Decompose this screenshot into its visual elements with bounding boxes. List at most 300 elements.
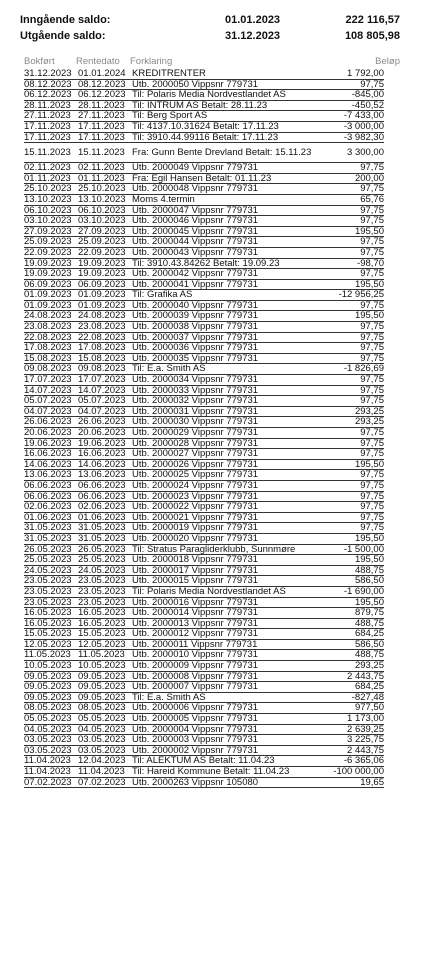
table-row xyxy=(24,576,384,587)
table-row xyxy=(24,756,384,767)
cell-value-date: 06.06.2023 xyxy=(78,491,126,502)
cell-booked: 23.05.2023 xyxy=(24,597,72,608)
cell-booked: 16.05.2023 xyxy=(24,608,72,619)
table-row xyxy=(24,439,384,450)
cell-value-date: 23.05.2023 xyxy=(78,597,126,608)
table-row xyxy=(24,322,384,333)
cell-value-date: 26.06.2023 xyxy=(78,417,126,428)
cell-amount: 2 443,75 xyxy=(347,671,384,682)
cell-description: Utb. 2000034 Vippsnr 779731 xyxy=(132,375,259,385)
cell-description: Utb. 2000028 Vippsnr 779731 xyxy=(132,438,259,449)
cell-amount: 97,75 xyxy=(360,216,384,227)
cell-booked: 22.08.2023 xyxy=(24,332,72,343)
cell-amount: 97,75 xyxy=(360,332,384,343)
cell-booked: 09.05.2023 xyxy=(24,671,72,682)
table-row xyxy=(24,650,384,661)
cell-value-date: 04.05.2023 xyxy=(78,724,126,735)
cell-amount: 195,50 xyxy=(354,279,384,290)
cell-booked: 15.05.2023 xyxy=(24,629,72,640)
cell-booked: 09.05.2023 xyxy=(24,682,72,693)
cell-booked: 09.05.2023 xyxy=(24,692,72,703)
cell-amount: 97,75 xyxy=(360,438,384,449)
cell-value-date: 19.09.2023 xyxy=(78,258,126,269)
table-row xyxy=(24,216,384,227)
cell-description: Utb. 2000027 Vippsnr 779731 xyxy=(132,449,259,459)
cell-value-date: 03.05.2023 xyxy=(78,735,126,746)
cell-value-date: 01.09.2023 xyxy=(78,300,126,311)
cell-amount: 97,75 xyxy=(360,523,384,534)
cell-value-date: 16.05.2023 xyxy=(78,618,126,629)
cell-description: Utb. 2000023 Vippsnr 779731 xyxy=(132,491,259,502)
cell-amount: 3 300,00 xyxy=(347,146,384,158)
cell-amount: 2 443,75 xyxy=(347,745,384,756)
cell-amount: 195,50 xyxy=(354,459,384,470)
cell-value-date: 22.08.2023 xyxy=(78,332,126,343)
cell-booked: 03.10.2023 xyxy=(24,216,72,227)
cell-amount: 586,50 xyxy=(354,576,384,587)
cell-booked: 27.09.2023 xyxy=(24,226,72,237)
cell-amount: 488,75 xyxy=(354,565,384,576)
table-row xyxy=(24,598,384,609)
cell-amount: 2 639,25 xyxy=(347,724,384,735)
cell-description: Utb. 2000050 Vippsnr 779731 xyxy=(132,79,259,90)
cell-booked: 14.07.2023 xyxy=(24,385,72,396)
cell-description: Fra: Egil Hansen Betalt: 01.11.23 xyxy=(132,173,272,184)
cell-description: Utb. 2000048 Vippsnr 779731 xyxy=(132,184,259,194)
cell-amount: 97,75 xyxy=(360,322,384,333)
cell-amount: 977,50 xyxy=(354,703,384,714)
cell-amount: -100 000,00 xyxy=(333,767,384,777)
cell-description: Til: ALEKTUM AS Betalt: 11.04.23 xyxy=(132,756,275,766)
cell-description: Utb. 2000047 Vippsnr 779731 xyxy=(132,205,259,216)
cell-booked: 24.05.2023 xyxy=(24,565,72,576)
cell-value-date: 27.11.2023 xyxy=(78,111,125,122)
table-row xyxy=(24,269,384,280)
cell-value-date: 19.06.2023 xyxy=(78,438,126,449)
balance-summary xyxy=(20,12,400,44)
cell-value-date: 01.06.2023 xyxy=(78,512,126,523)
table-row xyxy=(24,492,384,503)
cell-value-date: 25.05.2023 xyxy=(78,555,126,566)
cell-description: Utb. 2000005 Vippsnr 779731 xyxy=(132,714,259,724)
table-row xyxy=(24,301,384,312)
cell-amount: 1 792,00 xyxy=(347,69,384,79)
cell-amount: 97,75 xyxy=(360,343,384,354)
cell-description: Utb. 2000263 Vippsnr 105080 xyxy=(132,777,259,788)
cell-value-date: 16.05.2023 xyxy=(78,608,126,619)
table-row xyxy=(24,714,384,725)
cell-booked: 15.11.2023 xyxy=(24,146,71,158)
cell-amount: -3 000,00 xyxy=(343,121,384,132)
cell-description: Utb. 2000038 Vippsnr 779731 xyxy=(132,322,259,332)
table-row xyxy=(24,259,384,270)
cell-description: Utb. 2000010 Vippsnr 779731 xyxy=(132,650,259,661)
cell-description: Utb. 2000003 Vippsnr 779731 xyxy=(132,735,259,745)
cell-description: Utb. 2000004 Vippsnr 779731 xyxy=(132,724,259,735)
table-row xyxy=(24,237,384,248)
cell-amount: 586,50 xyxy=(354,639,384,650)
cell-description: Utb. 2000025 Vippsnr 779731 xyxy=(132,470,259,480)
cell-value-date: 17.07.2023 xyxy=(78,375,126,386)
cell-booked: 28.11.2023 xyxy=(24,100,71,111)
table-row xyxy=(24,343,384,354)
cell-description: Til: E.a. Smith AS xyxy=(132,364,206,375)
opening-balance-label: Inngående saldo: xyxy=(20,14,111,26)
cell-amount: -1 690,00 xyxy=(343,586,384,597)
closing-balance-date: 31.12.2023 xyxy=(225,30,281,42)
cell-description: Til: 4137.10.31624 Betalt: 17.11.23 xyxy=(132,121,279,132)
cell-value-date: 13.10.2023 xyxy=(78,194,126,205)
cell-value-date: 02.06.2023 xyxy=(78,502,126,513)
cell-value-date: 06.06.2023 xyxy=(78,480,126,491)
table-row xyxy=(24,248,384,259)
table-row xyxy=(24,80,384,91)
cell-description: Til: Hareid Kommune Betalt: 11.04.23 xyxy=(132,767,290,777)
cell-booked: 07.02.2023 xyxy=(24,777,72,788)
cell-value-date: 23.05.2023 xyxy=(78,576,126,587)
table-row xyxy=(24,227,384,238)
cell-booked: 01.11.2023 xyxy=(24,173,71,184)
cell-description: Utb. 2000045 Vippsnr 779731 xyxy=(132,226,259,237)
cell-amount: -98,70 xyxy=(357,258,384,269)
cell-amount: 97,75 xyxy=(360,163,384,174)
cell-booked: 25.10.2023 xyxy=(24,184,72,195)
cell-booked: 19.09.2023 xyxy=(24,258,72,269)
cell-value-date: 17.11.2023 xyxy=(78,132,125,143)
cell-value-date: 13.06.2023 xyxy=(78,470,126,481)
cell-amount: 97,75 xyxy=(360,491,384,502)
cell-description: Utb. 2000013 Vippsnr 779731 xyxy=(132,618,259,629)
cell-value-date: 25.10.2023 xyxy=(78,184,126,195)
table-row xyxy=(24,640,384,651)
cell-amount: 488,75 xyxy=(354,618,384,629)
table-row xyxy=(24,122,384,133)
table-row xyxy=(24,449,384,460)
cell-amount: -827,48 xyxy=(351,692,384,703)
table-row xyxy=(24,333,384,344)
cell-booked: 20.06.2023 xyxy=(24,428,72,438)
cell-amount: -3 982,30 xyxy=(343,132,384,143)
table-row xyxy=(24,396,384,407)
cell-amount: 97,75 xyxy=(360,449,384,460)
table-row xyxy=(24,608,384,619)
cell-value-date: 17.11.2023 xyxy=(78,121,125,132)
closing-balance-row xyxy=(20,28,400,44)
cell-value-date: 19.09.2023 xyxy=(78,269,126,280)
cell-booked: 25.05.2023 xyxy=(24,555,72,566)
cell-booked: 16.05.2023 xyxy=(24,618,72,629)
cell-value-date: 26.05.2023 xyxy=(78,544,126,555)
table-row xyxy=(24,513,384,524)
closing-balance-label: Utgående saldo: xyxy=(20,30,106,42)
cell-description: Utb. 2000014 Vippsnr 779731 xyxy=(132,608,259,618)
cell-description: Utb. 2000035 Vippsnr 779731 xyxy=(132,353,259,364)
table-row xyxy=(24,619,384,630)
cell-booked: 15.08.2023 xyxy=(24,353,72,364)
table-row xyxy=(24,566,384,577)
cell-amount: -7 433,00 xyxy=(343,111,384,122)
cell-amount: 97,75 xyxy=(360,428,384,438)
cell-description: Utb. 2000016 Vippsnr 779731 xyxy=(132,597,259,608)
cell-amount: 293,25 xyxy=(354,661,384,672)
transaction-table xyxy=(24,69,384,788)
cell-booked: 24.08.2023 xyxy=(24,311,72,322)
cell-booked: 05.05.2023 xyxy=(24,714,72,725)
cell-amount: 97,75 xyxy=(360,269,384,280)
header-description: Forklaring xyxy=(130,56,173,67)
closing-balance-amount: 108 805,98 xyxy=(344,30,400,42)
table-row xyxy=(24,174,384,185)
header-value-date: Rentedato xyxy=(76,56,120,67)
cell-booked: 01.09.2023 xyxy=(24,300,72,311)
cell-booked: 11.04.2023 xyxy=(24,767,71,777)
table-row xyxy=(24,682,384,693)
cell-booked: 10.05.2023 xyxy=(24,661,72,672)
table-row xyxy=(24,735,384,746)
cell-booked: 17.07.2023 xyxy=(24,375,72,386)
cell-description: KREDITRENTER xyxy=(132,69,206,79)
cell-value-date: 01.11.2023 xyxy=(78,173,125,184)
table-row xyxy=(24,417,384,428)
table-row xyxy=(24,407,384,418)
cell-value-date: 12.05.2023 xyxy=(78,639,126,650)
cell-booked: 25.09.2023 xyxy=(24,237,72,248)
cell-value-date: 31.05.2023 xyxy=(78,533,126,544)
table-row xyxy=(24,693,384,704)
cell-booked: 03.05.2023 xyxy=(24,745,72,756)
cell-description: Utb. 2000040 Vippsnr 779731 xyxy=(132,300,259,311)
opening-balance-amount: 222 116,57 xyxy=(345,14,400,26)
cell-value-date: 04.07.2023 xyxy=(78,406,126,417)
cell-value-date: 14.06.2023 xyxy=(78,459,126,470)
cell-value-date: 25.09.2023 xyxy=(78,237,126,248)
cell-description: Utb. 2000022 Vippsnr 779731 xyxy=(132,502,259,512)
cell-description: Til: Berg Sport AS xyxy=(132,111,208,121)
cell-amount: 97,75 xyxy=(360,396,384,407)
cell-booked: 22.09.2023 xyxy=(24,247,72,258)
cell-value-date: 28.11.2023 xyxy=(78,100,125,111)
cell-amount: 97,75 xyxy=(360,237,384,248)
cell-description: Utb. 2000018 Vippsnr 779731 xyxy=(132,555,259,565)
cell-amount: 1 173,00 xyxy=(347,714,384,725)
cell-description: Til: 3910.44.99116 Betalt: 17.11.23 xyxy=(132,132,279,143)
cell-description: Utb. 2000031 Vippsnr 779731 xyxy=(132,406,259,417)
cell-description: Til: 3910.43.84262 Betalt: 19.09.23 xyxy=(132,258,280,269)
cell-value-date: 11.04.2023 xyxy=(78,767,125,777)
cell-description: Utb. 2000006 Vippsnr 779731 xyxy=(132,703,259,714)
cell-booked: 05.07.2023 xyxy=(24,396,72,407)
cell-description: Utb. 2000033 Vippsnr 779731 xyxy=(132,385,259,396)
cell-description: Utb. 2000037 Vippsnr 779731 xyxy=(132,332,259,343)
cell-value-date: 14.07.2023 xyxy=(78,385,126,396)
cell-booked: 11.04.2023 xyxy=(24,756,71,767)
table-row xyxy=(24,143,384,163)
table-row xyxy=(24,672,384,683)
cell-amount: 97,75 xyxy=(360,480,384,491)
cell-description: Utb. 2000041 Vippsnr 779731 xyxy=(132,279,259,290)
cell-description: Utb. 2000024 Vippsnr 779731 xyxy=(132,480,259,491)
cell-description: Til: E.a. Smith AS xyxy=(132,692,206,703)
cell-booked: 23.05.2023 xyxy=(24,586,72,597)
cell-amount: 97,75 xyxy=(360,385,384,396)
table-row xyxy=(24,195,384,206)
cell-amount: 684,25 xyxy=(354,629,384,640)
cell-amount: 488,75 xyxy=(354,650,384,661)
cell-description: Utb. 2000009 Vippsnr 779731 xyxy=(132,661,259,671)
opening-balance-date: 01.01.2023 xyxy=(225,14,281,26)
cell-description: Utb. 2000021 Vippsnr 779731 xyxy=(132,512,259,523)
cell-description: Utb. 2000015 Vippsnr 779731 xyxy=(132,576,259,586)
cell-amount: 97,75 xyxy=(360,502,384,513)
cell-value-date: 01.01.2024 xyxy=(78,69,126,79)
table-row xyxy=(24,163,384,174)
cell-booked: 02.06.2023 xyxy=(24,502,72,513)
cell-value-date: 06.09.2023 xyxy=(78,279,126,290)
table-row xyxy=(24,460,384,471)
cell-amount: 200,00 xyxy=(354,173,384,184)
table-row xyxy=(24,375,384,386)
cell-description: Utb. 2000046 Vippsnr 779731 xyxy=(132,216,259,226)
cell-amount: 65,76 xyxy=(360,194,384,205)
cell-description: Utb. 2000017 Vippsnr 779731 xyxy=(132,565,259,576)
cell-booked: 13.06.2023 xyxy=(24,470,72,481)
cell-amount: 97,75 xyxy=(360,353,384,364)
cell-description: Utb. 2000012 Vippsnr 779731 xyxy=(132,629,259,639)
cell-booked: 17.11.2023 xyxy=(24,121,71,132)
table-row xyxy=(24,725,384,736)
table-row xyxy=(24,354,384,365)
cell-booked: 31.05.2023 xyxy=(24,533,72,544)
cell-description: Utb. 2000008 Vippsnr 779731 xyxy=(132,671,259,682)
cell-description: Utb. 2000020 Vippsnr 779731 xyxy=(132,533,259,544)
cell-value-date: 10.05.2023 xyxy=(78,661,126,672)
cell-booked: 23.05.2023 xyxy=(24,576,72,587)
cell-value-date: 07.02.2023 xyxy=(78,777,126,788)
table-row xyxy=(24,184,384,195)
cell-amount: 97,75 xyxy=(360,247,384,258)
cell-booked: 31.05.2023 xyxy=(24,523,72,534)
cell-amount: -6 365,06 xyxy=(343,756,384,767)
cell-value-date: 06.10.2023 xyxy=(78,205,126,216)
cell-booked: 06.10.2023 xyxy=(24,205,72,216)
cell-booked: 06.06.2023 xyxy=(24,491,72,502)
cell-description: Til: Polaris Media Nordvestlandet AS xyxy=(132,586,286,597)
table-row xyxy=(24,69,384,80)
cell-booked: 11.05.2023 xyxy=(24,650,71,661)
cell-value-date: 15.05.2023 xyxy=(78,629,126,640)
cell-description: Til: INTRUM AS Betalt: 28.11.23 xyxy=(132,100,268,111)
cell-description: Utb. 2000007 Vippsnr 779731 xyxy=(132,682,259,692)
cell-booked: 17.11.2023 xyxy=(24,132,71,143)
cell-value-date: 15.11.2023 xyxy=(78,146,125,158)
table-row xyxy=(24,502,384,513)
cell-amount: 97,75 xyxy=(360,205,384,216)
cell-booked: 27.11.2023 xyxy=(24,111,71,122)
cell-description: Utb. 2000019 Vippsnr 779731 xyxy=(132,523,259,533)
cell-amount: -12 956,25 xyxy=(338,290,384,301)
table-row xyxy=(24,481,384,492)
cell-value-date: 06.12.2023 xyxy=(78,90,126,101)
table-row xyxy=(24,778,384,789)
cell-amount: -1 826,69 xyxy=(343,364,384,375)
cell-booked: 26.05.2023 xyxy=(24,544,72,555)
cell-description: Til: Polaris Media Nordvestlandet AS xyxy=(132,90,286,100)
cell-value-date: 02.11.2023 xyxy=(78,163,125,174)
cell-description: Fra: Gunn Bente Drevland Betalt: 15.11.23 xyxy=(132,146,312,158)
cell-amount: 293,25 xyxy=(354,417,384,428)
cell-booked: 01.09.2023 xyxy=(24,290,72,301)
table-row xyxy=(24,703,384,714)
cell-description: Utb. 2000042 Vippsnr 779731 xyxy=(132,269,259,279)
cell-booked: 31.12.2023 xyxy=(24,69,72,79)
cell-value-date: 16.06.2023 xyxy=(78,449,126,460)
cell-amount: 97,75 xyxy=(360,375,384,386)
cell-value-date: 20.06.2023 xyxy=(78,428,126,438)
cell-value-date: 12.04.2023 xyxy=(78,756,126,767)
cell-value-date: 15.08.2023 xyxy=(78,353,126,364)
cell-value-date: 17.08.2023 xyxy=(78,343,126,354)
cell-booked: 16.06.2023 xyxy=(24,449,72,460)
cell-description: Til: Grafika AS xyxy=(132,290,193,300)
cell-booked: 17.08.2023 xyxy=(24,343,72,354)
cell-amount: 97,75 xyxy=(360,512,384,523)
cell-booked: 19.06.2023 xyxy=(24,438,72,449)
cell-amount: 195,50 xyxy=(354,597,384,608)
table-row xyxy=(24,206,384,217)
cell-amount: 19,65 xyxy=(360,777,384,788)
table-row xyxy=(24,661,384,672)
cell-description: Utb. 2000049 Vippsnr 779731 xyxy=(132,163,259,173)
cell-description: Utb. 2000002 Vippsnr 779731 xyxy=(132,745,259,756)
cell-value-date: 03.10.2023 xyxy=(78,216,126,227)
cell-value-date: 09.05.2023 xyxy=(78,671,126,682)
cell-booked: 03.05.2023 xyxy=(24,735,72,746)
cell-amount: 195,50 xyxy=(354,533,384,544)
opening-balance-row xyxy=(20,12,400,28)
cell-amount: 195,50 xyxy=(354,555,384,566)
table-row xyxy=(24,133,384,144)
cell-amount: 195,50 xyxy=(354,311,384,322)
table-row xyxy=(24,101,384,112)
cell-amount: 293,25 xyxy=(354,406,384,417)
table-row xyxy=(24,90,384,101)
table-row xyxy=(24,587,384,598)
table-row xyxy=(24,767,384,778)
cell-amount: 3 225,75 xyxy=(347,735,384,746)
cell-description: Utb. 2000030 Vippsnr 779731 xyxy=(132,417,259,427)
cell-booked: 06.12.2023 xyxy=(24,90,72,101)
table-row xyxy=(24,311,384,322)
cell-booked: 04.07.2023 xyxy=(24,406,72,417)
table-row xyxy=(24,534,384,545)
cell-value-date: 23.08.2023 xyxy=(78,322,126,333)
cell-value-date: 03.05.2023 xyxy=(78,745,126,756)
cell-description: Utb. 2000036 Vippsnr 779731 xyxy=(132,343,259,353)
header-booked: Bokført xyxy=(24,56,55,67)
cell-value-date: 24.08.2023 xyxy=(78,311,126,322)
cell-amount: 97,75 xyxy=(360,184,384,195)
table-row xyxy=(24,555,384,566)
cell-amount: -845,00 xyxy=(351,90,384,101)
cell-value-date: 09.05.2023 xyxy=(78,682,126,693)
cell-description: Utb. 2000029 Vippsnr 779731 xyxy=(132,428,259,438)
cell-booked: 08.05.2023 xyxy=(24,703,72,714)
cell-value-date: 11.05.2023 xyxy=(78,650,125,661)
cell-description: Moms 4.termin xyxy=(132,194,195,205)
cell-booked: 13.10.2023 xyxy=(24,194,72,205)
table-row xyxy=(24,629,384,640)
table-row xyxy=(24,470,384,481)
